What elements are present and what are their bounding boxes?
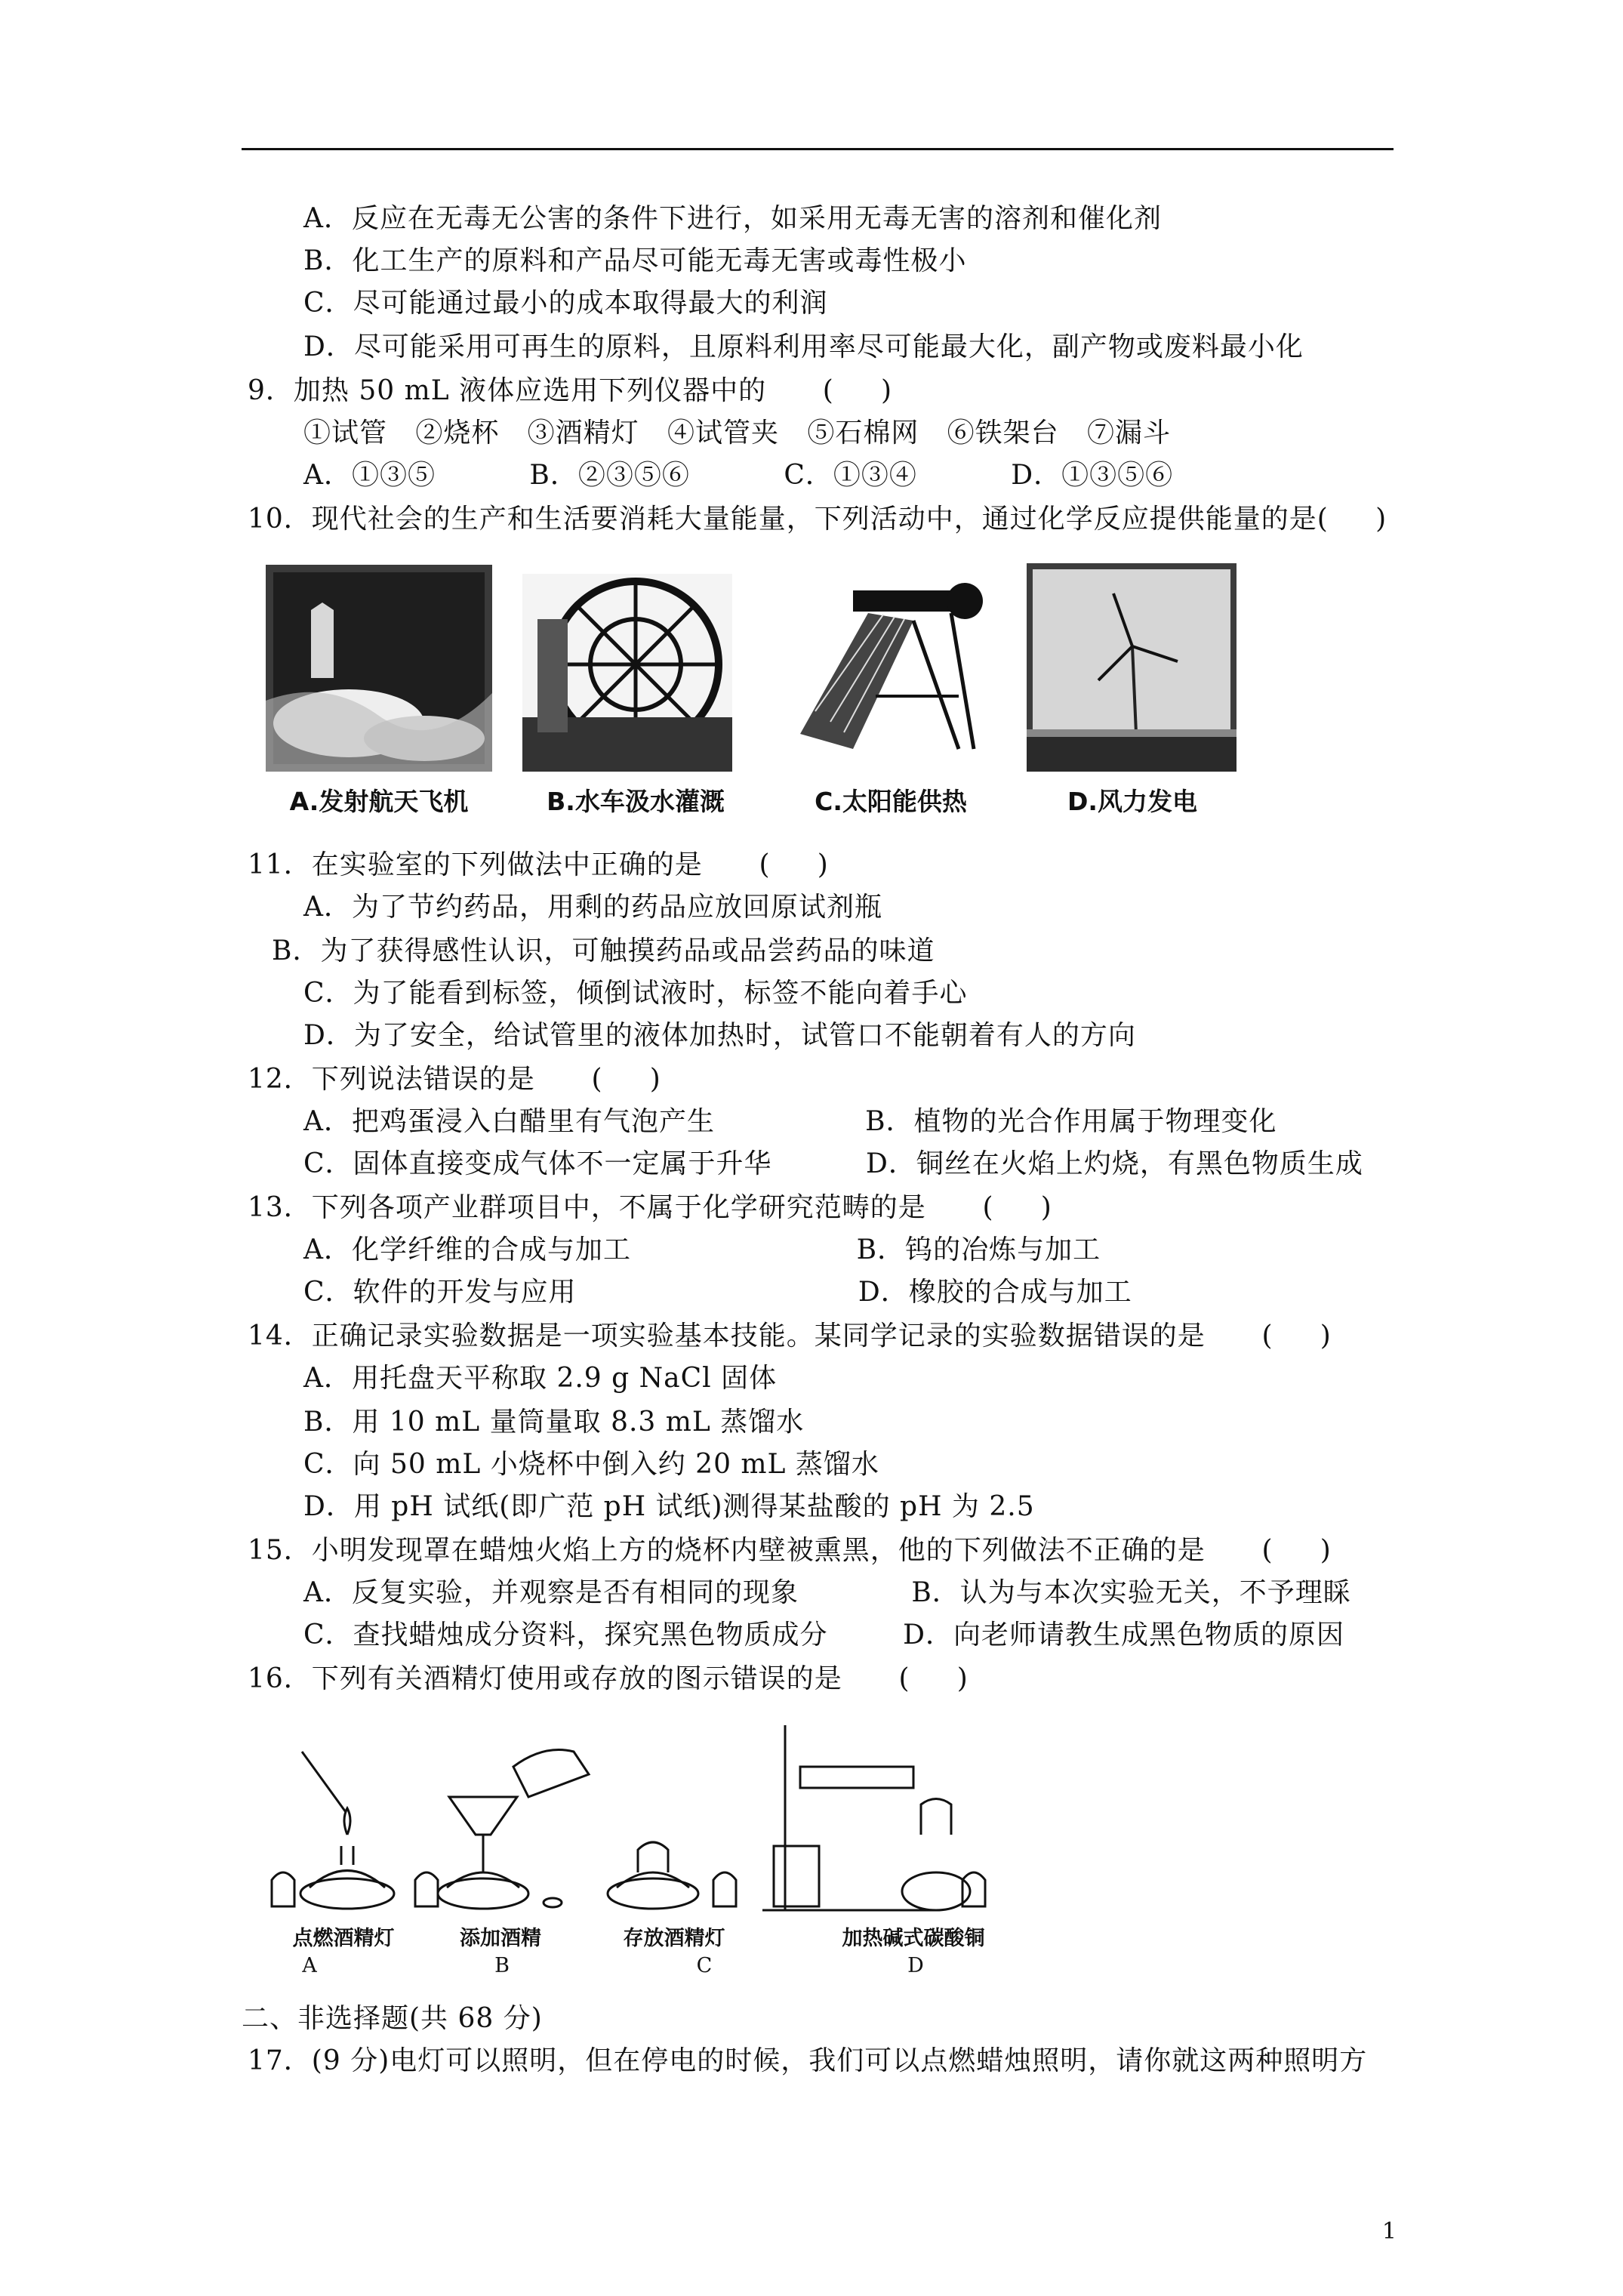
- q11-option-b: B．为了获得感性认识，可触摸药品或品尝药品的味道: [272, 935, 935, 966]
- q14-option-c: C．向 50 mL 小烧杯中倒入约 20 mL 蒸馏水: [303, 1449, 879, 1480]
- q11-option-a: A．为了节约药品，用剩的药品应放回原试剂瓶: [303, 892, 882, 923]
- q10-photo-d-wind-turbine: [1027, 563, 1236, 772]
- q12-options-ab: A．把鸡蛋浸入白醋里有气泡产生 B．植物的光合作用属于物理变化: [303, 1106, 1277, 1137]
- q14-option-b: B．用 10 mL 量筒量取 8.3 mL 蒸馏水: [303, 1407, 805, 1438]
- q9-stem: 9．加热 50 mL 液体应选用下列仪器中的 ( ): [248, 375, 893, 406]
- q16-caption-b: 添加酒精: [460, 1927, 541, 1950]
- page-number: 1: [1381, 2218, 1397, 2245]
- q14-option-a: A．用托盘天平称取 2.9 g NaCl 固体: [303, 1363, 778, 1394]
- q16-stem: 16．下列有关酒精灯使用或存放的图示错误的是 ( ): [248, 1663, 969, 1694]
- q9-options: A．①③⑤ B．②③⑤⑥ C．①③④ D．①③⑤⑥: [303, 460, 1174, 491]
- q11-stem: 11．在实验室的下列做法中正确的是 ( ): [248, 849, 829, 880]
- q10-photo-b-waterwheel: [522, 574, 732, 772]
- q16-letter-d: D: [907, 1954, 924, 1977]
- q16-letter-a: A: [302, 1954, 317, 1977]
- q10-photo-c-solar-heater: [785, 560, 998, 769]
- q15-options-ab: A．反复实验，并观察是否有相同的现象 B．认为与本次实验无关，不予理睬: [303, 1577, 1351, 1608]
- q15-options-cd: C．查找蜡烛成分资料，探究黑色物质成分 D．向老师请教生成黑色物质的原因: [303, 1620, 1344, 1650]
- q12-options-cd: C．固体直接变成气体不一定属于升华 D．铜丝在火焰上灼烧，有黑色物质生成: [303, 1148, 1363, 1179]
- q11-option-c: C．为了能看到标签，倾倒试液时，标签不能向着手心: [303, 978, 968, 1009]
- q13-options-ab: A．化学纤维的合成与加工 B．钨的冶炼与加工: [303, 1234, 1101, 1265]
- q10-stem: 10．现代社会的生产和生活要消耗大量能量，下列活动中，通过化学反应提供能量的是( ): [248, 504, 1387, 535]
- q9-items: ①试管 ②烧杯 ③酒精灯 ④试管夹 ⑤石棉网 ⑥铁架台 ⑦漏斗: [303, 418, 1171, 448]
- q16-alcohol-lamp-figures: [257, 1721, 1012, 1918]
- q14-stem: 14．正确记录实验数据是一项实验基本技能。某同学记录的实验数据错误的是 ( ): [248, 1321, 1332, 1351]
- q16-letter-b: B: [494, 1954, 510, 1977]
- q16-caption-d: 加热碱式碳酸铜: [842, 1927, 985, 1950]
- q8-option-a: A．反应在无毒无公害的条件下进行，如采用无毒无害的溶剂和催化剂: [303, 203, 1162, 234]
- q10-caption-c: C.太阳能供热: [815, 787, 967, 816]
- q17-stem: 17．(9 分)电灯可以照明，但在停电的时候，我们可以点燃蜡烛照明，请你就这两种照明方: [248, 2045, 1368, 2076]
- q11-option-d: D．为了安全，给试管里的液体加热时，试管口不能朝着有人的方向: [303, 1020, 1136, 1051]
- q10-photo-a-shuttle: [266, 565, 492, 772]
- q8-option-b: B．化工生产的原料和产品尽可能无毒无害或毒性极小: [303, 245, 967, 276]
- q10-caption-d: D.风力发电: [1067, 787, 1197, 816]
- q12-stem: 12．下列说法错误的是 ( ): [248, 1064, 661, 1095]
- header-rule: [242, 148, 1394, 150]
- q14-option-d: D．用 pH 试纸(即广范 pH 试纸)测得某盐酸的 pH 为 2.5: [303, 1491, 1035, 1522]
- q16-caption-a: 点燃酒精灯: [292, 1927, 395, 1950]
- q16-caption-c: 存放酒精灯: [623, 1927, 725, 1950]
- q13-stem: 13．下列各项产业群项目中，不属于化学研究范畴的是 ( ): [248, 1192, 1052, 1223]
- q8-option-c: C．尽可能通过最小的成本取得最大的利润: [303, 288, 828, 319]
- q16-letter-c: C: [696, 1954, 713, 1977]
- q15-stem: 15．小明发现罩在蜡烛火焰上方的烧杯内壁被熏黑，他的下列做法不正确的是 ( ): [248, 1535, 1332, 1566]
- q10-caption-b: B.水车汲水灌溉: [547, 787, 725, 816]
- q10-caption-a: A.发射航天飞机: [289, 787, 469, 816]
- q13-options-cd: C．软件的开发与应用 D．橡胶的合成与加工: [303, 1277, 1132, 1308]
- section2-heading: 二、非选择题(共 68 分): [242, 2003, 543, 2034]
- q8-option-d: D．尽可能采用可再生的原料，且原料利用率尽可能最大化，副产物或废料最小化: [303, 331, 1304, 362]
